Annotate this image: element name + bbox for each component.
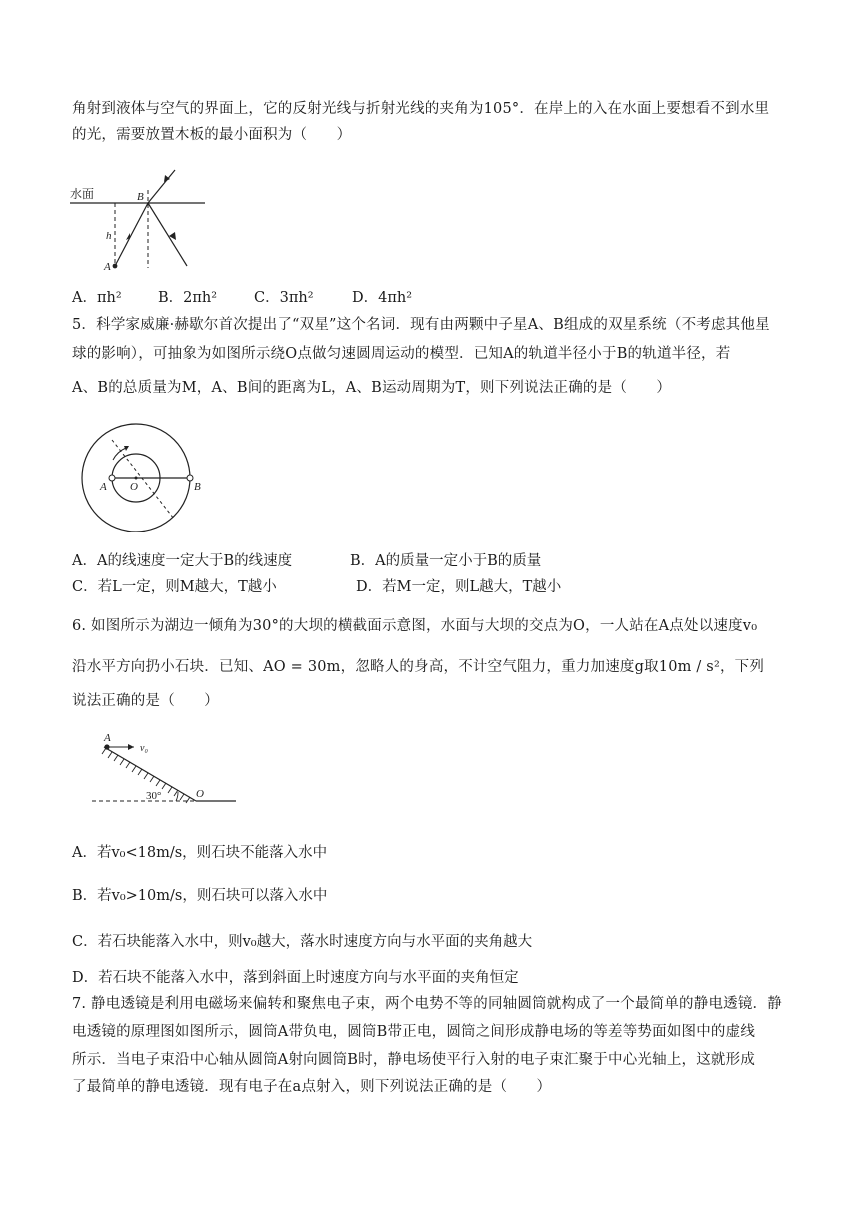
q4-text-line-2: 的光，需要放置木板的最小面积为（ ） — [72, 127, 352, 143]
q7-text-line-4: 了最简单的静电透镜．现有电子在a点射入，则下列说法正确的是（ ） — [72, 1079, 552, 1095]
q6-option-a: A．若v₀<18m/s，则石块不能落入水中 — [72, 845, 328, 861]
q4-option-b: B．2πh² — [158, 290, 218, 306]
water-surface-label: 水面 — [70, 187, 95, 201]
q6-text-line-1: 6. 如图所示为湖边一倾角为30°的大坝的横截面示意图，水面与大坝的交点为O，一人站在A点处以速度v₀ — [72, 618, 758, 634]
point-a-label: A — [104, 261, 111, 273]
q7-text-line-2: 电透镜的原理图如图所示，圆筒A带负电，圆筒B带正电，圆筒之间形成静电场的等差等势面如图中的虚线 — [72, 1024, 756, 1040]
point-b-label: B — [137, 191, 144, 203]
center-o-label: O — [130, 481, 138, 493]
q5-binary-star-figure — [80, 420, 210, 532]
q5-option-a: A．A的线速度一定大于B的线速度 — [72, 553, 293, 569]
q5-option-c: C．若L一定，则M越大，T越小 — [72, 579, 277, 595]
q6-option-d: D．若石块不能落入水中，落到斜面上时速度方向与水平面的夹角恒定 — [72, 970, 519, 986]
q4-text-line-1: 角射到液体与空气的界面上，它的反射光线与折射光线的夹角为105°．在岸上的入在水面上要想看不到水里 — [72, 101, 770, 117]
q7-text-line-1: 7. 静电透镜是利用电磁场来偏转和聚焦电子束，两个电势不等的同轴圆筒就构成了一个最简单的静电透镜．静 — [72, 996, 782, 1012]
q6-option-c: C．若石块能落入水中，则v₀越大，落水时速度方向与水平面的夹角越大 — [72, 934, 533, 950]
point-a-label: A — [104, 732, 111, 744]
q6-text-line-3: 说法正确的是（ ） — [72, 693, 219, 709]
q5-text-line-3: A、B的总质量为M，A、B间的距离为L，A、B运动周期为T，则下列说法正确的是（ ） — [72, 380, 672, 396]
q7-text-line-3: 所示．当电子束沿中心轴从圆筒A射向圆筒B时，静电场使平行入射的电子束汇聚于中心光轴上，这就形成 — [72, 1052, 756, 1068]
height-h-label: h — [106, 230, 112, 242]
star-b-label: B — [194, 481, 201, 493]
q5-option-d: D．若M一定，则L越大，T越小 — [356, 579, 562, 595]
star-a-label: A — [100, 481, 107, 493]
point-o-label: O — [196, 788, 204, 800]
q4-refraction-figure — [68, 160, 210, 274]
q6-option-b: B．若v₀>10m/s，则石块可以落入水中 — [72, 888, 328, 904]
velocity-v0-label: v₀ — [140, 743, 148, 754]
q5-text-line-1: 5．科学家威廉·赫歇尔首次提出了“双星”这个名词．现有由两颗中子星A、B组成的双星系统（不考虑其他星 — [72, 317, 770, 333]
q6-dam-figure — [88, 728, 240, 808]
q4-option-d: D．4πh² — [352, 290, 413, 306]
q4-option-c: C．3πh² — [254, 290, 314, 306]
angle-30-label: 30° — [146, 790, 162, 802]
q6-text-line-2: 沿水平方向扔小石块．已知、AO = 30m，忽略人的身高，不计空气阻力，重力加速度g取10m / s²，下列 — [72, 659, 765, 675]
q5-text-line-2: 球的影响），可抽象为如图所示绕O点做匀速圆周运动的模型．已知A的轨道半径小于B的轨道半径，若 — [72, 346, 731, 362]
q4-option-a: A．πh² — [72, 290, 122, 306]
q5-option-b: B．A的质量一定小于B的质量 — [350, 553, 542, 569]
